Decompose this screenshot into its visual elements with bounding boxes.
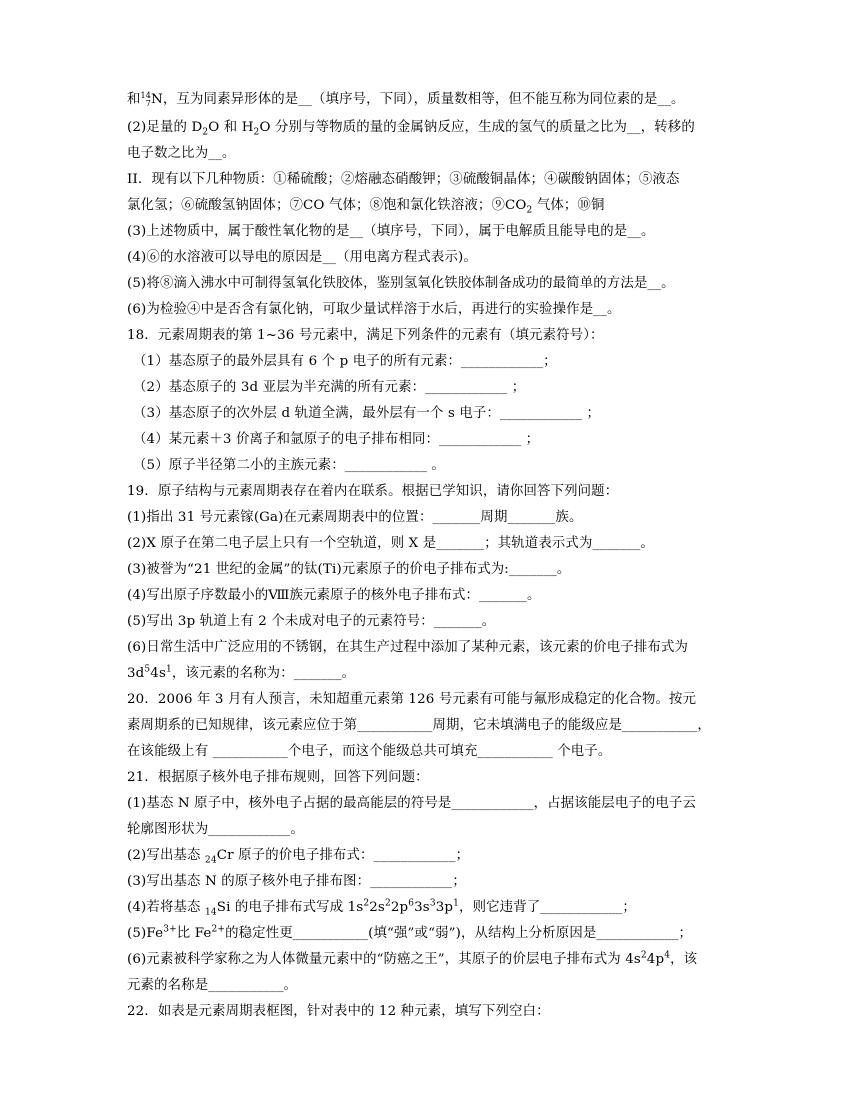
subscript: 24 <box>205 855 217 866</box>
text-run: (1)基态 N 原子中，核外电子占据的最高能层的符号是____________，占据该能层电子的电子云 <box>127 796 697 811</box>
text-run: 元素的名称是___________。 <box>127 978 298 993</box>
text-line <box>127 534 654 553</box>
text-run: (2)写出基态 <box>127 848 205 863</box>
text-line <box>127 924 692 943</box>
text-line <box>127 950 697 969</box>
text-run: 20．2006 年 3 月有人预言，未知超重元素第 126 号元素有可能与氟形成稳定的化合物。按元 <box>127 692 697 707</box>
text-line <box>127 898 636 917</box>
mass-number: 14 <box>140 90 152 100</box>
text-run: 2p <box>390 900 409 915</box>
text-line <box>127 716 711 735</box>
text-line <box>127 872 466 891</box>
text-line <box>127 1002 550 1021</box>
text-run: 3d <box>127 666 145 681</box>
text-run: (2)X 原子在第二电子层上只有一个空轨道，则 X 是_______；其轨道表示式为_______。 <box>127 536 654 551</box>
text-run: ，该元素的名称为：_______。 <box>171 666 356 681</box>
element-symbol: N <box>151 92 163 107</box>
nuclide-symbol <box>141 92 163 107</box>
superscript: 2 <box>640 950 647 961</box>
text-run: 21．根据原子核外电子排布规则，回答下列问题： <box>127 770 429 785</box>
text-line <box>127 300 621 319</box>
text-line <box>127 118 695 137</box>
text-run: （2）基态原子的 3d 亚层为半充满的所有元素：____________ ； <box>133 380 526 395</box>
subscript: 2 <box>253 127 260 138</box>
text-line <box>127 508 582 527</box>
text-run: 4s <box>150 666 166 681</box>
text-run: (5)Fe <box>127 926 164 941</box>
text-run: (3)上述物质中，属于酸性氧化物的是__（填序号，下同），属于电解质且能导电的是__。 <box>127 224 655 239</box>
text-line <box>127 274 675 293</box>
subscript: 2 <box>526 205 533 216</box>
text-line <box>127 612 495 631</box>
text-line <box>127 248 477 267</box>
text-run: 22．如表是元素周期表框图，针对表中的 12 种元素，填写下列空白： <box>127 1004 550 1019</box>
text-line <box>127 196 605 215</box>
superscript: 3+ <box>163 924 177 935</box>
text-line <box>127 794 696 813</box>
text-run: (4)⑥的水溶液可以导电的原因是__（用电离方程式表示)。 <box>127 250 477 265</box>
text-run: (5)将⑧滴入沸水中可制得氢氧化铁胶体，鉴别氢氧化铁胶体制备成功的最简单的方法是__。 <box>127 276 675 291</box>
text-run: 氯化氢；⑥硫酸氢钠固体；⑦CO 气体；⑧饱和氯化铁溶液；⑨CO <box>127 198 527 213</box>
text-run: Cr 原子的价电子排布式：____________； <box>216 848 470 863</box>
text-run: (4)写出原子序数最小的Ⅷ族元素原子的核外电子排布式：_______。 <box>127 588 541 603</box>
text-run: O 和 H <box>208 120 254 135</box>
superscript: 5 <box>144 664 151 675</box>
text-run: (6)元素被科学家称之为人体微量元素中的“防癌之王”，其原子的价层电子排布式为 4s <box>127 952 641 967</box>
text-line <box>127 586 541 605</box>
text-line <box>127 560 570 579</box>
text-run: 18．元素周期表的第 1~36 号元素中，满足下列条件的元素有（填元素符号）： <box>127 328 604 343</box>
text-line <box>127 768 429 787</box>
text-line <box>127 664 355 683</box>
text-run: ，该 <box>670 952 698 967</box>
text-run: 4p <box>646 952 665 967</box>
text-line <box>127 690 696 709</box>
text-run: 3p <box>435 900 454 915</box>
text-line <box>133 456 445 475</box>
superscript: 4 <box>664 950 671 961</box>
text-run: 3s <box>414 900 430 915</box>
text-line <box>127 742 611 761</box>
text-line <box>127 846 469 865</box>
text-run: 和 <box>127 92 141 107</box>
text-run: O 分别与等物质的量的金属钠反应，生成的氢气的质量之比为__，转移的 <box>259 120 695 135</box>
superscript: 1 <box>453 898 460 909</box>
text-run: ，互为同素异形体的是__（填序号，下同），质量数相等，但不能互称为同位素的是__。 <box>162 92 685 107</box>
superscript: 2 <box>384 898 391 909</box>
text-run: (1)指出 31 号元素镓(Ga)在元素周期表中的位置：_______周期_______族。 <box>127 510 583 525</box>
superscript: 6 <box>408 898 415 909</box>
text-line <box>127 326 604 345</box>
text-line <box>133 430 539 449</box>
text-line <box>127 170 680 189</box>
text-line <box>127 144 235 163</box>
text-line <box>127 482 618 501</box>
text-run: II．现有以下几种物质：①稀硫酸；②熔融态硝酸钾；③硫酸铜晶体；④碳酸钠固体；⑤液态 <box>127 172 680 187</box>
text-run: 2s <box>369 900 385 915</box>
text-line <box>127 638 688 657</box>
text-run: Si 的电子排布式写成 1s <box>216 900 364 915</box>
text-run: (3)写出基态 N 的原子核外电子排布图：____________； <box>127 874 466 889</box>
subscript: 14 <box>205 907 217 918</box>
text-run: (3)被誉为“21 世纪的金属”的钛(Ti)元素原子的价电子排布式为:_______。 <box>127 562 571 577</box>
text-run: （4）某元素＋3 价离子和氩原子的电子排布相同：____________ ； <box>133 432 540 447</box>
superscript: 3 <box>429 898 436 909</box>
text-run: (2)足量的 D <box>127 120 203 135</box>
text-run: 在该能级上有 ___________个电子，而这个能级总共可填充___________ 个电子。 <box>127 744 612 759</box>
text-run: (6)为检验④中是否含有氯化钠，可取少量试样溶于水后，再进行的实验操作是__。 <box>127 302 621 317</box>
subscript: 2 <box>202 127 209 138</box>
text-line <box>127 820 304 839</box>
superscript: 1 <box>166 664 172 675</box>
text-run: (4)若将基态 <box>127 900 205 915</box>
text-line <box>133 352 557 371</box>
text-run: （3）基态原子的次外层 d 轨道全满，最外层有一个 s 电子：____________ ； <box>133 406 601 421</box>
atomic-number: 7 <box>145 98 152 108</box>
text-run: (6)日常生活中广泛应用的不锈钢，在其生产过程中添加了某种元素，该元素的价电子排布式为 <box>127 640 689 655</box>
text-run: 轮廓图形状为____________。 <box>127 822 304 837</box>
text-line <box>127 222 655 241</box>
text-run: 的稳定性更___________(填“强”或“弱”)，从结构上分析原因是____________； <box>225 926 693 941</box>
text-line <box>133 378 525 397</box>
text-run: 比 Fe <box>176 926 212 941</box>
text-run: (5)写出 3p 轨道上有 2 个未成对电子的元素符号：_______。 <box>127 614 496 629</box>
text-line <box>133 404 600 423</box>
text-line <box>127 976 297 995</box>
text-run: ，则它违背了____________； <box>459 900 636 915</box>
text-run: （1）基态原子的最外层具有 6 个 p 电子的所有元素：____________； <box>133 354 557 369</box>
text-run: （5）原子半径第二小的主族元素：____________ 。 <box>133 458 445 473</box>
text-line <box>127 90 685 109</box>
text-run: 19．原子结构与元素周期表存在着内在联系。根据已学知识，请你回答下列问题： <box>127 484 619 499</box>
text-run: 素周期系的已知规律，该元素应位于第___________周期，它未填满电子的能级应是___________， <box>127 718 711 733</box>
text-run: 电子数之比为__。 <box>127 146 236 161</box>
superscript: 2+ <box>211 924 226 935</box>
text-run: 气体；⑩铜 <box>532 198 605 213</box>
superscript: 2 <box>363 898 370 909</box>
